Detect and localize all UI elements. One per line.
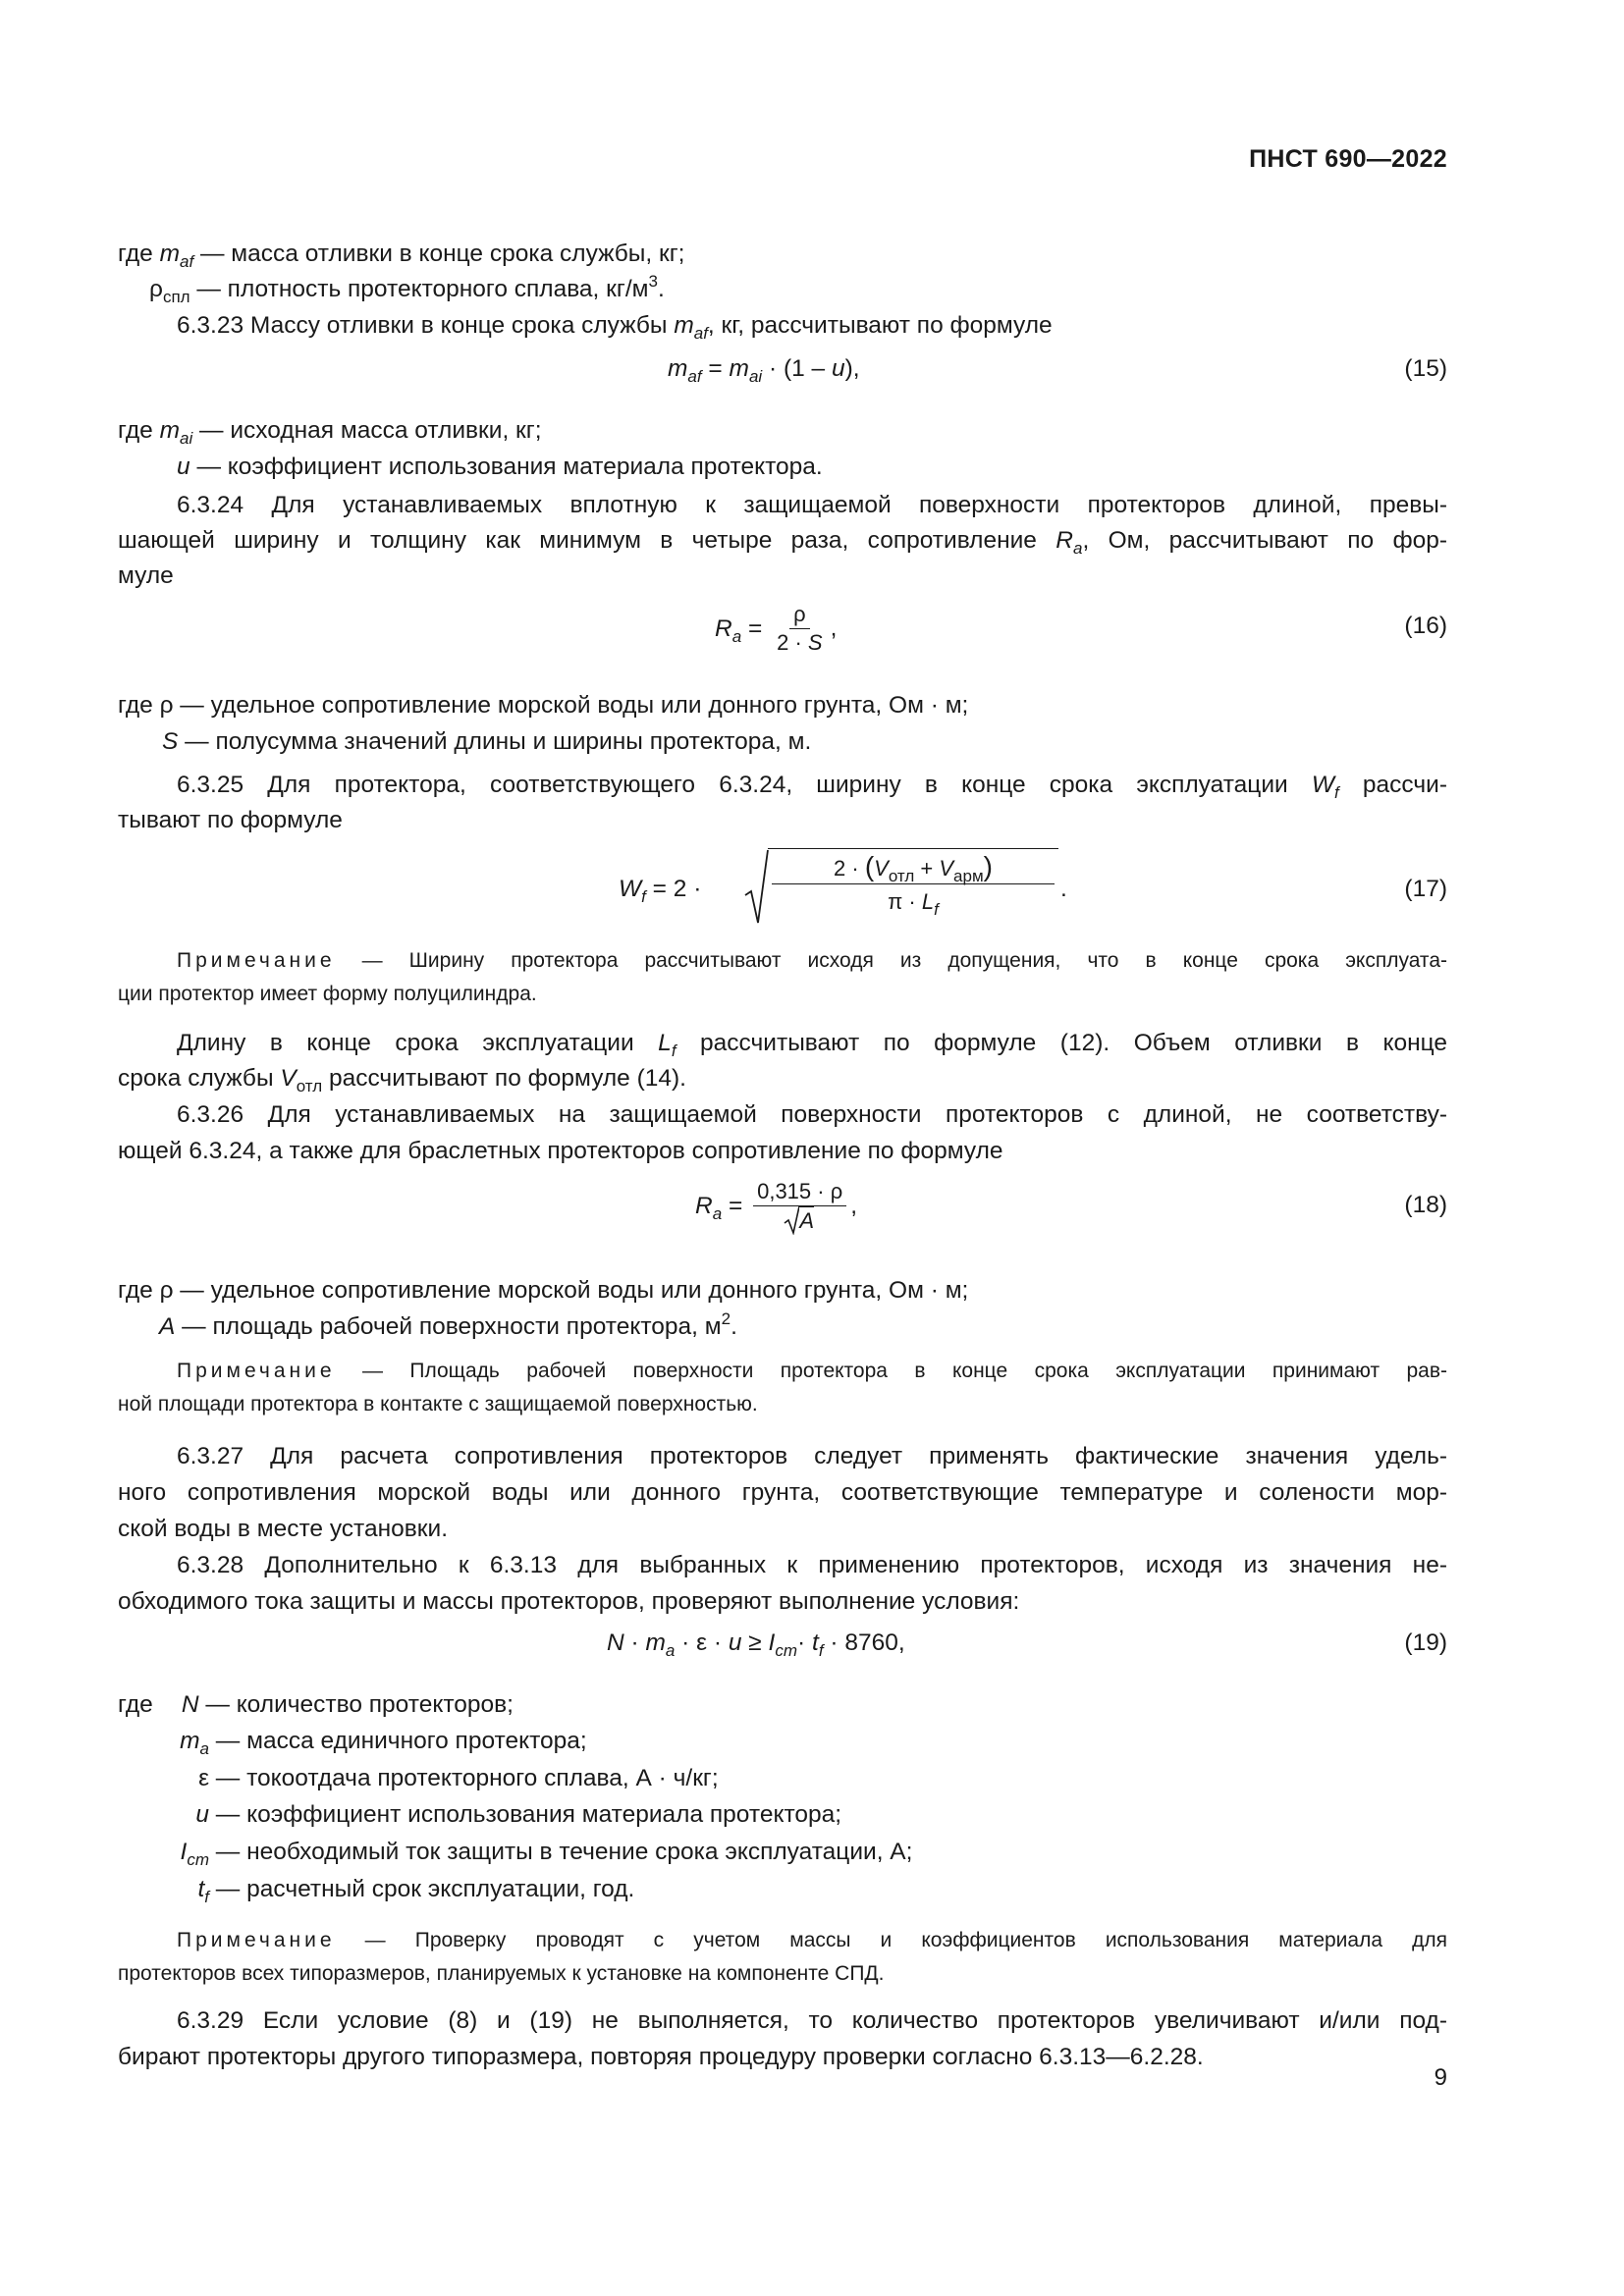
paragraph-6-3-29-line1: 6.3.29 Если условие (8) и (19) не выполняется, то количество протекторов увеличивают и/или под- (177, 2007, 1447, 2034)
paragraph-length-line1: Длину в конце срока эксплуатации $L_f$ рассчитывают по формуле (12). Объем отливки в конце (177, 1030, 1447, 1060)
formula-19: $N \cdot m_a \cdot \varepsilon \cdot u \ge I_{cm}\cdot t_f \cdot 8760$, (19) (607, 1629, 1447, 1660)
paragraph-6-3-27-line1: 6.3.27 Для расчета сопротивления протекторов следует применять фактические значения удель- (177, 1443, 1447, 1469)
note-check: Примечание — Проверку проводят с учетом массы и коэффициентов использования материала для протекторов всех типоразмеров, планируемых к установке на компоненте СПД. (118, 1929, 1447, 1985)
paragraph-6-3-26-line1: 6.3.26 Для устанавливаемых на защищаемой поверхности протекторов с длиной, не соответству- (177, 1101, 1447, 1128)
paragraph-6-3-27-line2: ного сопротивления морской воды или донного грунта, соответствующие температуре и солености мор- (118, 1479, 1447, 1506)
paragraph-6-3-28-line1: 6.3.28 Дополнительно к 6.3.13 для выбранных к применению протекторов, исходя из значения не- (177, 1552, 1447, 1578)
definition-line: $\rho_{спл}$ — плотность протекторного сплава, $кг/м^3$. (149, 272, 665, 306)
note-label: Примечание (177, 949, 336, 972)
paragraph-6-3-24-line1: 6.3.24 Для устанавливаемых вплотную к защищаемой поверхности протекторов длиной, превы- (177, 492, 1447, 518)
definition-line: u — коэффициент использования материала протектора; (195, 1801, 842, 1828)
formula-number: (18) (1404, 1192, 1447, 1218)
paragraph-6-3-24-line3: муле (118, 562, 174, 589)
paragraph-6-3-25-line2: тывают по формуле (118, 807, 343, 833)
formula-18: $R_a$ = $\frac{0,315 \cdot \rho}{A}$ , (18) (695, 1179, 1447, 1233)
paragraph-6-3-23: 6.3.23 Массу отливки в конце срока службы $m_{af}$, кг, рассчитывают по формуле (177, 312, 1053, 343)
formula-15: $m_{af} = m_{ai} \cdot (1 - u)$, (15) (668, 355, 1447, 386)
formula-number: (19) (1404, 1629, 1447, 1656)
paragraph-6-3-24-line2: шающей ширину и толщину как минимум в четыре раза, сопротивление $R_a$, Ом, рассчитывают по фор- (118, 527, 1448, 558)
definition-line: A — площадь рабочей поверхности протектора, $м^2$. (159, 1309, 737, 1340)
definition-line: где ρ — удельное сопротивление морской воды или донного грунта, Ом · м; (118, 692, 969, 719)
paragraph-6-3-26-line2: ющей 6.3.24, а также для браслетных протекторов сопротивление по формуле (118, 1138, 1003, 1164)
definition-line: где $m_{af}$ — масса отливки в конце срока службы, кг; (118, 240, 685, 271)
radical-sign (744, 848, 770, 927)
definition-line: ε — токоотдача протекторного сплава, А · ч/кг; (198, 1765, 719, 1791)
note-width: Примечание — Ширину протектора рассчитывают исходя из допущения, что в конце срока эксплуата- ции протектор имеет форму полуцилиндра. (118, 949, 1447, 1005)
definition-line: u — коэффициент использования материала протектора. (177, 454, 823, 480)
fraction-denominator: $\pi \cdot L_f$ (888, 889, 939, 919)
note-label: Примечание (177, 1360, 336, 1382)
definition-line: S — полусумма значений длины и ширины протектора, м. (162, 728, 812, 755)
formula-number: (16) (1404, 613, 1447, 639)
note-label: Примечание (177, 1929, 336, 1951)
paragraph-6-3-29-line2: бирают протекторы другого типоразмера, повторяя процедуру проверки согласно 6.3.13—6.2.28. (118, 2044, 1204, 2070)
paragraph-6-3-28-line2: обходимого тока защиты и массы протекторов, проверяют выполнение условия: (118, 1588, 1020, 1615)
formula-16: $R_a$ = $\frac{\rho}{2 \cdot S}$ , (16) (715, 602, 1447, 655)
definition-line: $m_a$ — масса единичного протектора; (180, 1728, 587, 1758)
paragraph-6-3-27-line3: ской воды в месте установки. (118, 1516, 449, 1542)
definition-line: где N — количество протекторов; (118, 1691, 514, 1718)
formula-number: (17) (1404, 876, 1447, 902)
note-area: Примечание — Площадь рабочей поверхности протектора в конце срока эксплуатации принимают рав- ной площади протектора в контакте с защищаемой поверхностью. (118, 1360, 1447, 1415)
definition-line: $t_f$ — расчетный срок эксплуатации, год. (197, 1876, 635, 1906)
paragraph-length-line2: срока службы $V_{отл}$ рассчитывают по формуле (14). (118, 1065, 686, 1095)
definition-line: где $m_{ai}$ — исходная масса отливки, кг; (118, 417, 542, 448)
definition-line: $I_{cm}$ — необходимый ток защиты в течение срока эксплуатации, А; (180, 1839, 913, 1869)
page-number: 9 (1434, 2064, 1447, 2091)
definition-line: где ρ — удельное сопротивление морской воды или донного грунта, Ом · м; (118, 1277, 969, 1304)
radical-sign (784, 1205, 799, 1235)
paragraph-6-3-25-line1: 6.3.25 Для протектора, соответствующего 6.3.24, ширину в конце срока эксплуатации $W_f$ рассчи- (177, 772, 1447, 802)
fraction-numerator: $2 \cdot (V_{отл} + V_{арм})$ (772, 852, 1055, 884)
document-code-header: ПНСТ 690—2022 (1249, 145, 1447, 173)
formula-17: $W_f = 2$ · $2 \cdot (V_{отл} + V_{арм})$ $\pi \cdot L_f$ . (17) (118, 846, 1447, 931)
radical-bar (768, 848, 1058, 849)
formula-number: (15) (1404, 355, 1447, 382)
